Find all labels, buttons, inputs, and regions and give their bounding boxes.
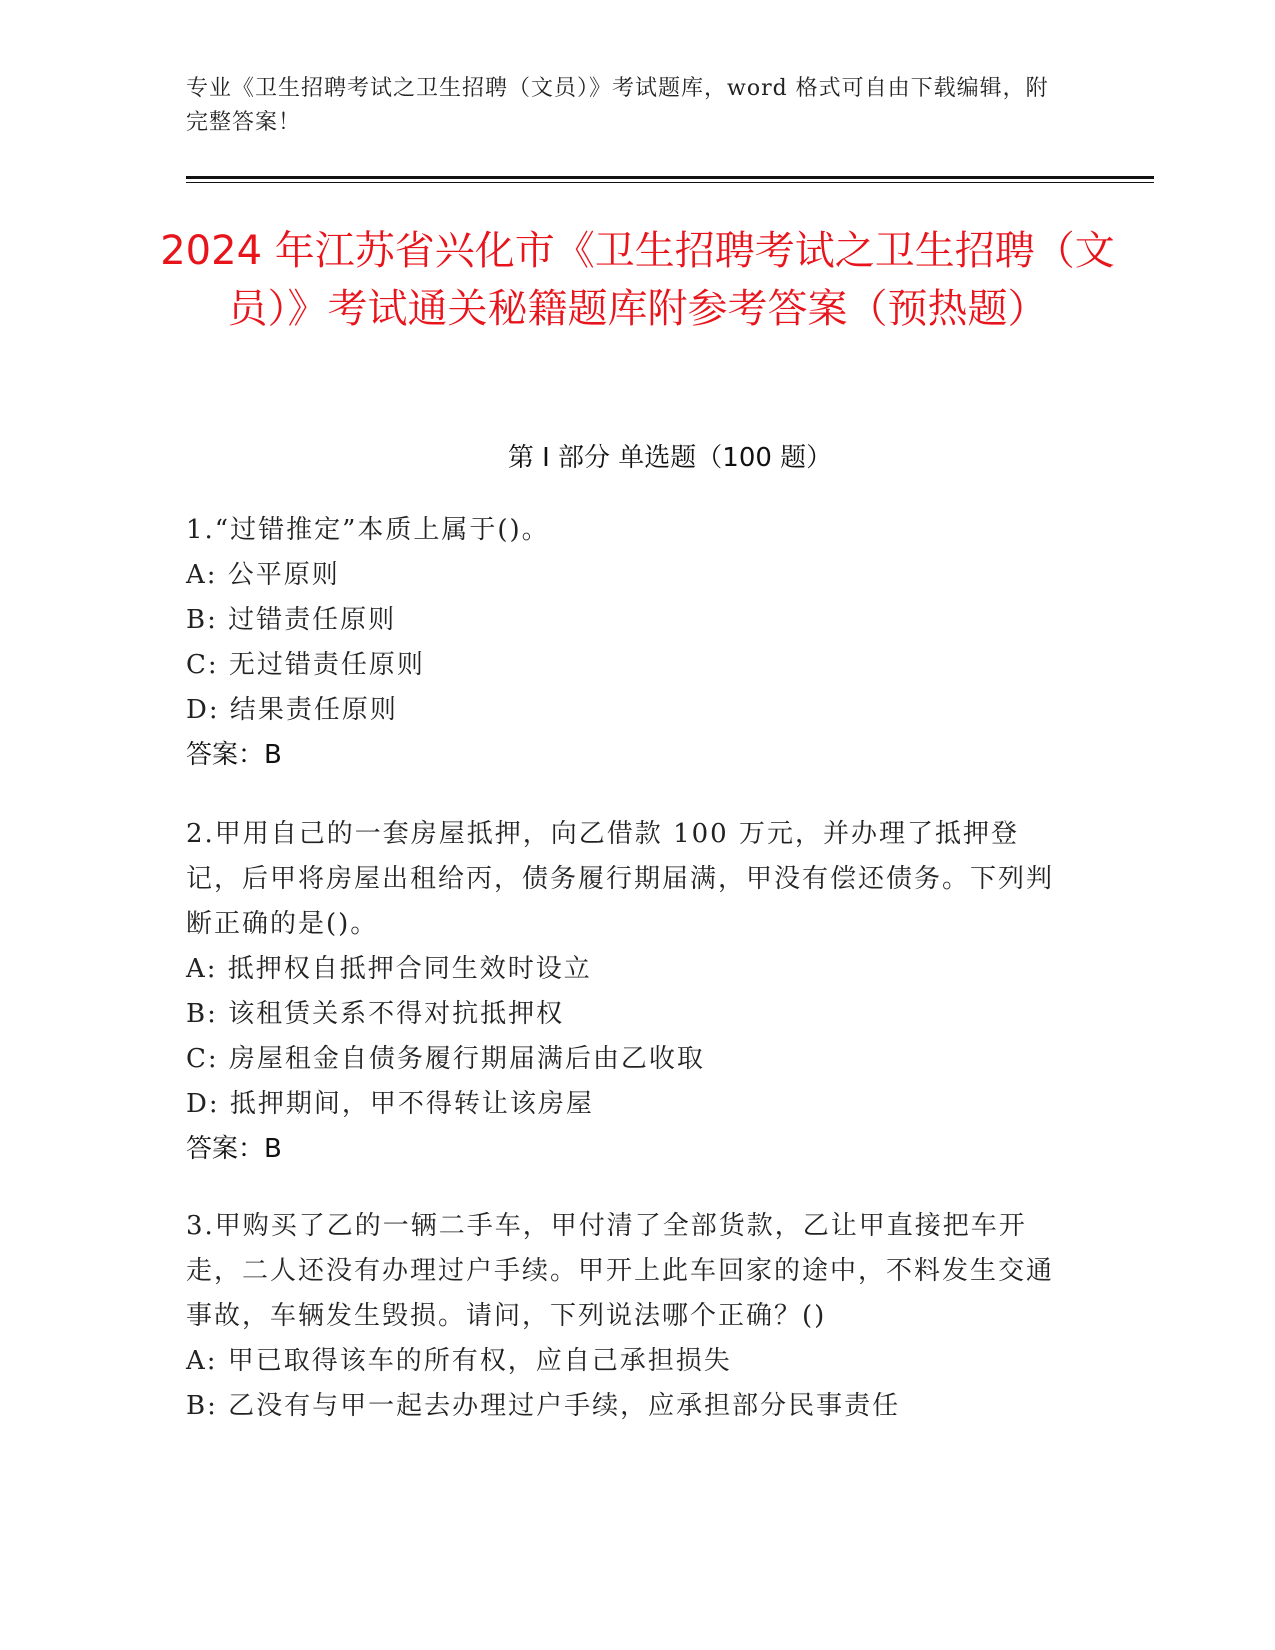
- answer-label: 答案：: [186, 1134, 265, 1164]
- header-divider-thin: [186, 182, 1154, 183]
- answer-line: [186, 1127, 1066, 1172]
- option-a: A: 公平原则: [186, 560, 340, 590]
- answer-value: B: [264, 1134, 282, 1164]
- option-b: B: 过错责任原则: [186, 605, 397, 635]
- header-note: 专业《卫生招聘考试之卫生招聘（文员）》考试题库，word 格式可自由下载编辑，附完整答案！: [186, 76, 1049, 135]
- option-a: A: 甲已取得该车的所有权，应自己承担损失: [186, 1346, 732, 1376]
- document-title: 2024 年江苏省兴化市《卫生招聘考试之卫生招聘（文员）》考试通关秘籍题库附参考答案（预热题）: [160, 228, 1115, 332]
- option-b: B: 乙没有与甲一起去办理过户手续，应承担部分民事责任: [186, 1391, 901, 1421]
- answer-label: 答案：: [186, 740, 265, 770]
- option-c: C: 房屋租金自债务履行期届满后由乙收取: [186, 1044, 705, 1074]
- question-stem: 3.甲购买了乙的一辆二手车，甲付清了全部货款，乙让甲直接把车开走，二人还没有办理过户手续。甲开上此车回家的途中，不料发生交通事故，车辆发生毁损。请问，下列说法哪个正确？(): [186, 1211, 1055, 1331]
- section-heading: 第 I 部分 单选题（100 题）: [507, 443, 833, 473]
- question-1: [186, 508, 1066, 778]
- option-d: D: 抵押期间，甲不得转让该房屋: [186, 1089, 594, 1119]
- option-a: A: 抵押权自抵押合同生效时设立: [186, 954, 592, 984]
- option-b: B: 该租赁关系不得对抗抵押权: [186, 999, 565, 1029]
- question-3: [186, 1204, 1066, 1429]
- question-stem: 1.“过错推定”本质上属于()。: [186, 515, 550, 545]
- option-d: D: 结果责任原则: [186, 695, 398, 725]
- answer-value: B: [264, 740, 282, 770]
- question-2: [186, 812, 1066, 1172]
- question-stem: 2.甲用自己的一套房屋抵押，向乙借款 100 万元，并办理了抵押登记，后甲将房屋出租给丙，债务履行期届满，甲没有偿还债务。下列判断正确的是()。: [186, 819, 1055, 939]
- header-divider-thick: [186, 176, 1154, 179]
- option-c: C: 无过错责任原则: [186, 650, 425, 680]
- answer-line: [186, 733, 1066, 778]
